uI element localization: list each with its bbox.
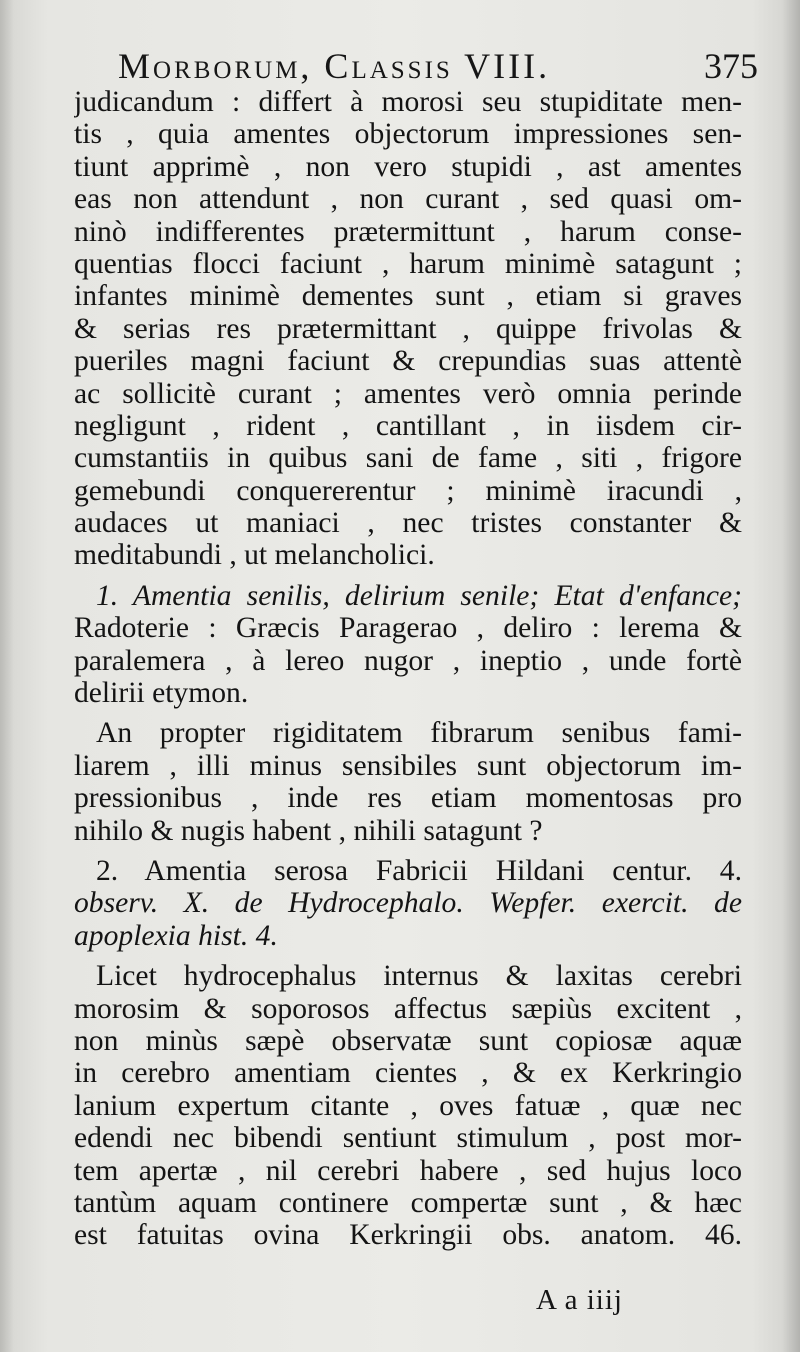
text-line: An propter rigiditatem fibrarum senibus fami- xyxy=(96,717,742,750)
text-line: pressionibus , inde res etiam momentosas pro xyxy=(74,782,742,815)
text-line: morosim & soporosos affectus sæpiùs excitent , xyxy=(74,992,742,1025)
text-line: liarem , illi minus sensibiles sunt objectorum im- xyxy=(74,749,742,782)
text-line: ninò indifferentes prætermittunt , harum conse- xyxy=(74,215,742,248)
text-line: quentias flocci faciunt , harum minimè satagunt ; xyxy=(74,247,742,280)
text-line: tantùm aquam continere compertæ sunt , & hæc xyxy=(74,1186,742,1219)
text-line: tiunt apprimè , non vero stupidi , ast amentes xyxy=(74,150,742,183)
text-line: in cerebro amentiam cientes , & ex Kerkringio xyxy=(74,1057,742,1090)
text-line: tem apertæ , nil cerebri habere , sed hujus loco xyxy=(74,1154,742,1187)
text-line: paralemera , à lereo nugor , ineptio , unde fortè xyxy=(74,644,742,677)
text-line: cumstantiis in quibus sani de fame , siti , frigore xyxy=(74,442,742,475)
text-line: ac sollicitè curant ; amentes verò omnia perinde xyxy=(74,377,742,410)
text-line: audaces ut maniaci , nec tristes constanter & xyxy=(74,507,742,540)
text-line: tis , quia amentes objectorum impressiones sen- xyxy=(74,118,742,151)
page-edge-shadow-left xyxy=(0,0,14,1352)
text-line: & serias res prætermittant , quippe frivolas & xyxy=(74,312,742,345)
text-line: meditabundi , ut melancholici. xyxy=(74,539,435,572)
text-line: apoplexia hist. 4. xyxy=(74,919,278,952)
running-title: Morborum, Classis VIII. xyxy=(118,46,551,86)
text-line: observ. X. de Hydrocephalo. Wepfer. exercit. de xyxy=(74,887,742,920)
text-line: non minùs sæpè observatæ sunt copiosæ aquæ xyxy=(74,1024,742,1057)
text-line: infantes minimè dementes sunt , etiam si graves xyxy=(74,280,742,313)
text-line: Licet hydrocephalus internus & laxitas cerebri xyxy=(96,960,742,993)
text-line: nihilo & nugis habent , nihili satagunt ? xyxy=(74,814,543,847)
page-number: 375 xyxy=(704,46,758,86)
text-line: est fatuitas ovina Kerkringii obs. anatom. 46. xyxy=(74,1219,742,1252)
text-line: lanium expertum citante , oves fatuæ , quæ nec xyxy=(74,1089,742,1122)
text-line: Radoterie : Græcis Paragerao , deliro : lerema & xyxy=(74,612,742,645)
page-header xyxy=(118,44,758,88)
text-line: eas non attendunt , non curant , sed quasi om- xyxy=(74,183,742,216)
text-line: gemebundi conquererentur ; minimè iracundi , xyxy=(74,474,742,507)
text-line: 1. Amentia senilis, delirium senile; Etat d'enfance; xyxy=(96,579,742,612)
text-line: pueriles magni faciunt & crepundias suas attentè xyxy=(74,345,742,378)
page-edge-shadow-right xyxy=(782,0,800,1352)
printer-signature: A a iiij xyxy=(536,1284,623,1316)
body-text xyxy=(74,86,742,1252)
text-line: edendi nec bibendi sentiunt stimulum , post mor- xyxy=(74,1122,742,1155)
text-line: delirii etymon. xyxy=(74,677,249,710)
text-line: 2. Amentia serosa Fabricii Hildani centur. 4. xyxy=(96,854,742,887)
text-line: negligunt , rident , cantillant , in iisdem cir- xyxy=(74,409,742,442)
text-line: judicandum : differt à morosi seu stupiditate men- xyxy=(74,86,742,118)
